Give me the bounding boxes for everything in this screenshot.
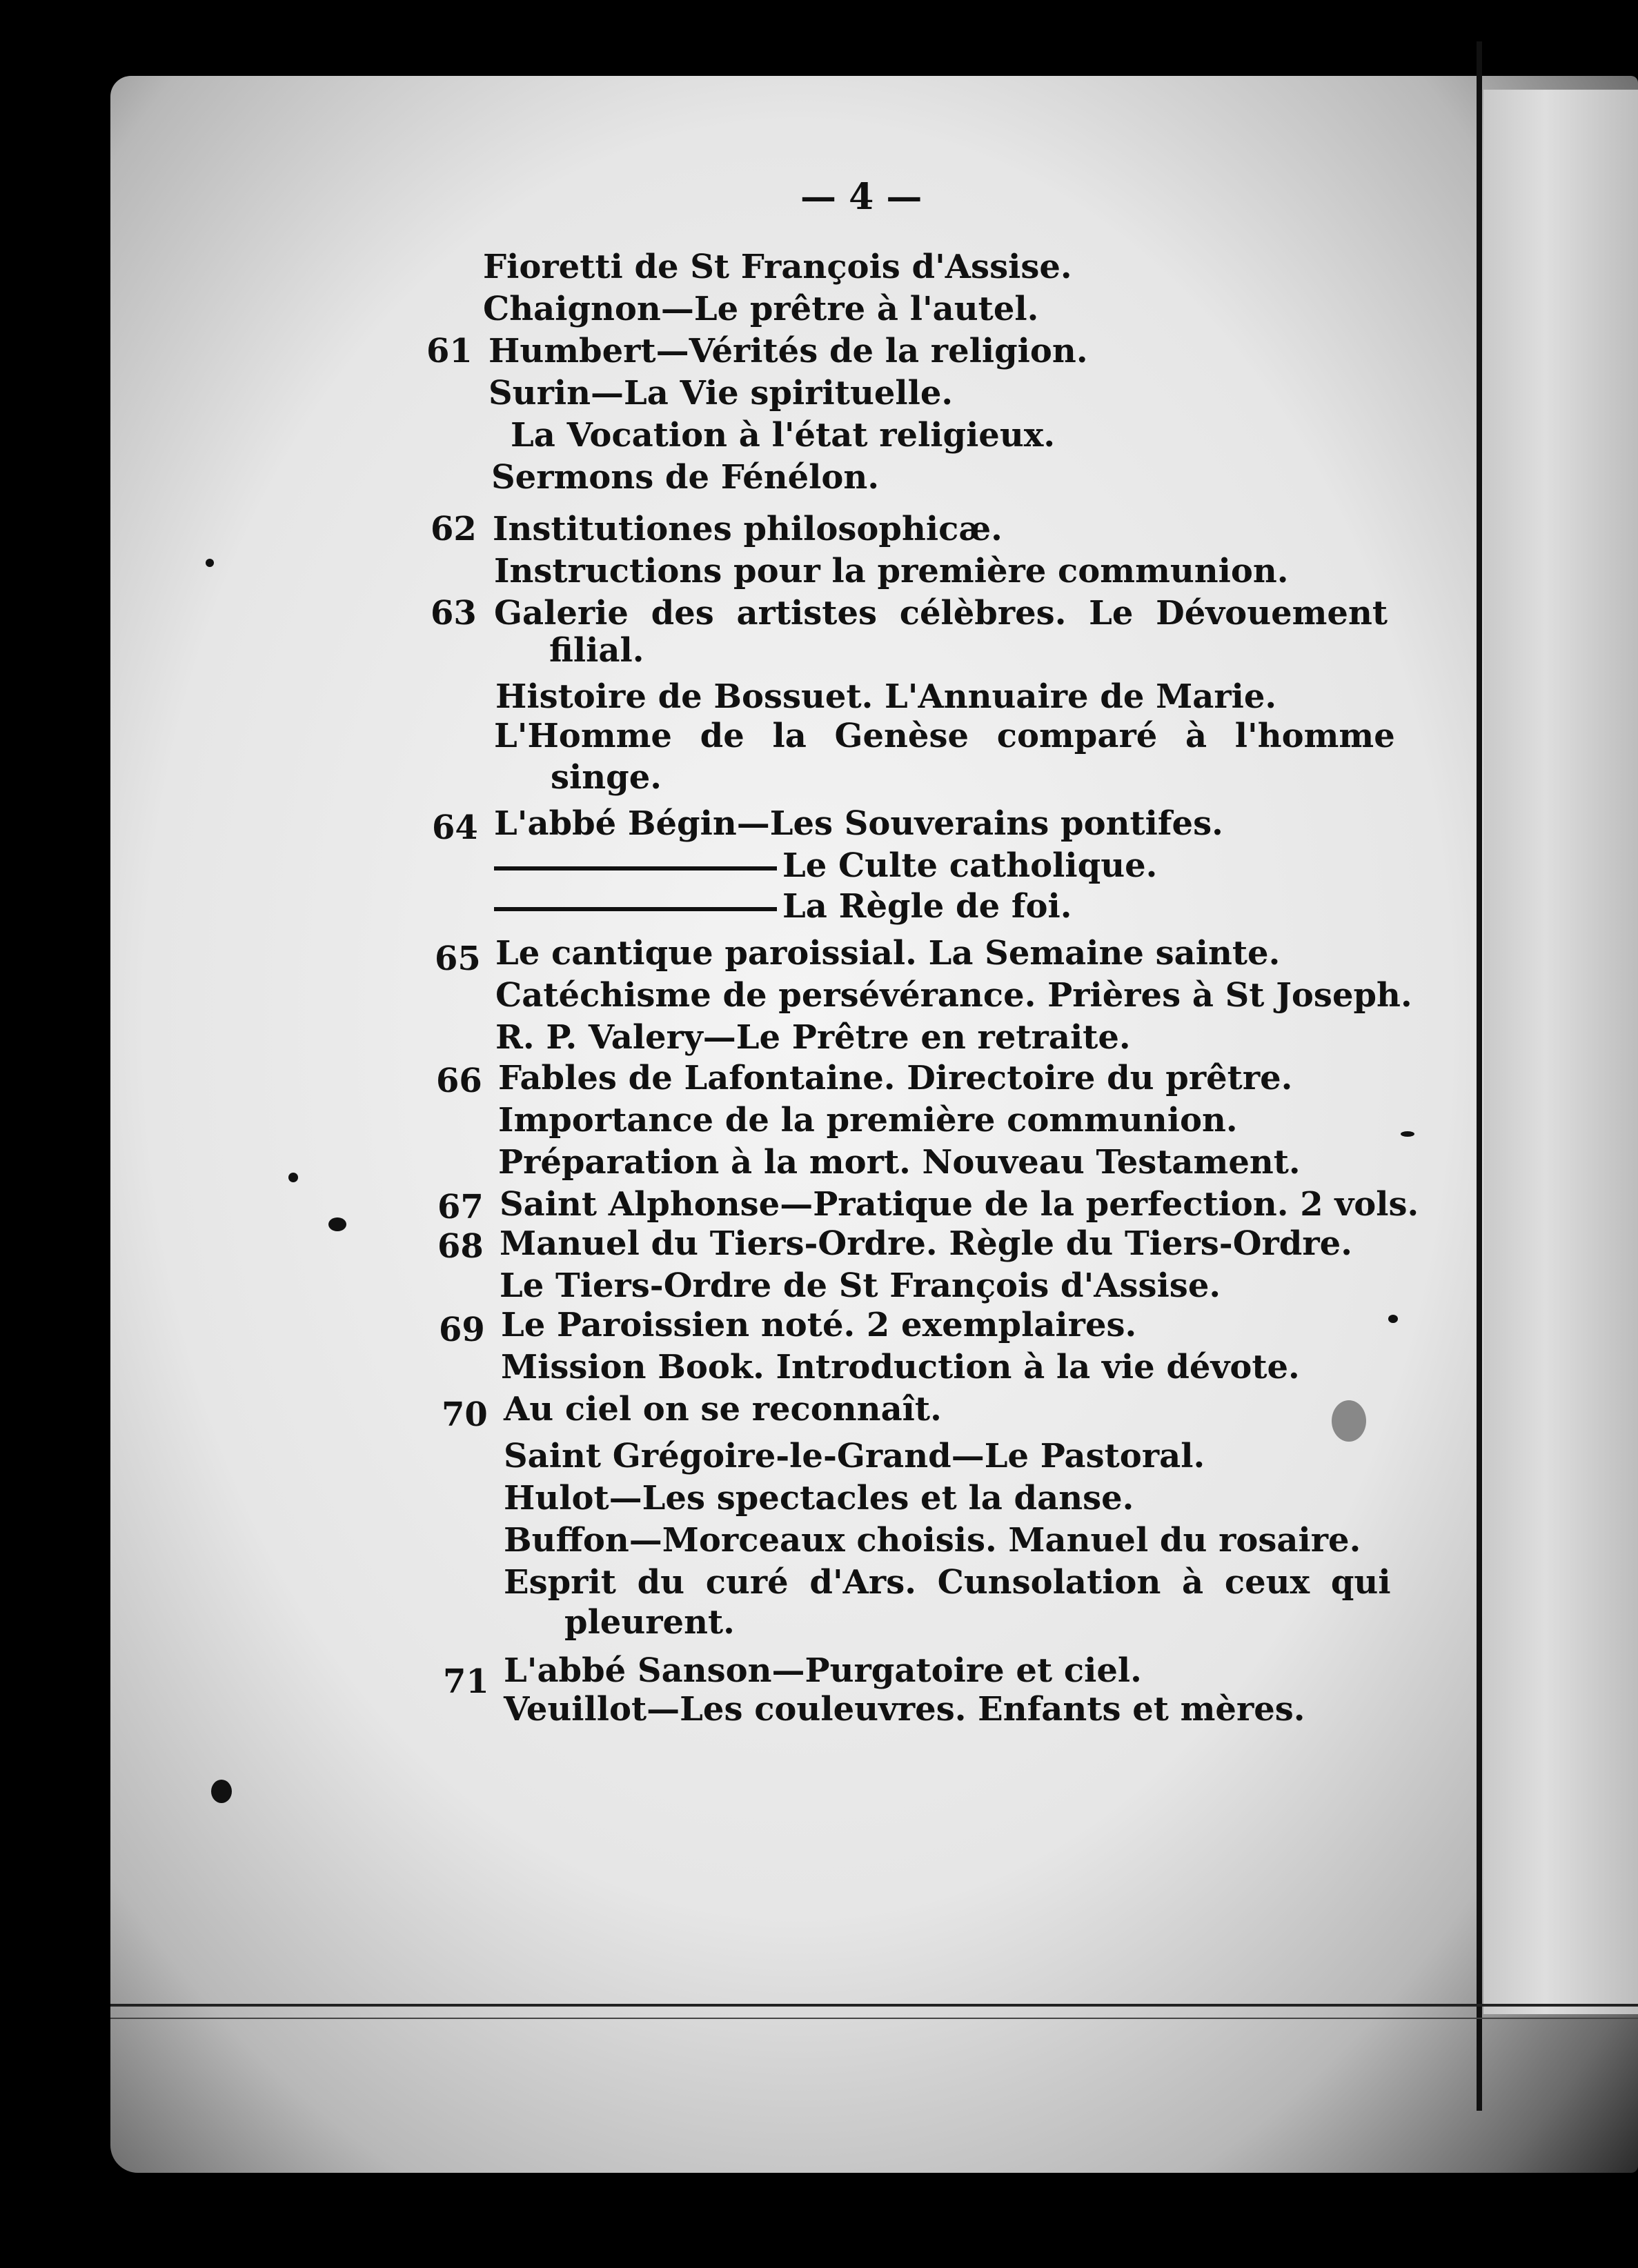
scan-smudge xyxy=(1332,1400,1366,1442)
entry-number: 67 xyxy=(437,1188,484,1226)
entry-number: 65 xyxy=(435,939,481,978)
entry-line: Sermons de Fénélon. xyxy=(491,458,880,497)
entry-number: 63 xyxy=(431,594,477,633)
entry-line: Galerie des artistes célèbres. Le Dévouement xyxy=(494,594,1388,633)
ditto-rule xyxy=(494,907,777,911)
entry-line: L'abbé Bégin—Les Souverains pontifes. xyxy=(494,804,1223,843)
entry-line: La Vocation à l'état religieux. xyxy=(511,416,1056,455)
entry-line: singe. xyxy=(551,758,662,797)
entry-line: Le cantique paroissial. La Semaine sainte. xyxy=(495,934,1281,973)
scan-speck xyxy=(288,1173,298,1182)
entry-line: Fables de Lafontaine. Directoire du prêtre. xyxy=(498,1059,1293,1097)
entry-number: 71 xyxy=(443,1662,489,1701)
ditto-rule xyxy=(494,866,777,871)
page-number: — 4 — xyxy=(800,176,922,218)
entry-line: L'abbé Sanson—Purgatoire et ciel. xyxy=(504,1651,1142,1690)
entry-line: Institutiones philosophicæ. xyxy=(493,510,1003,548)
entry-number: 64 xyxy=(432,808,478,847)
entry-line: Surin—La Vie spirituelle. xyxy=(489,374,954,412)
entry-line: Fioretti de St François d'Assise. xyxy=(483,248,1072,286)
adjacent-page-strip xyxy=(1483,90,1638,2014)
entry-number: 69 xyxy=(439,1311,485,1349)
entry-line: Instructions pour la première communion. xyxy=(494,552,1289,590)
entry-text: Le Culte catholique. xyxy=(782,846,1158,885)
entry-line: Importance de la première communion. xyxy=(498,1101,1238,1140)
entry-line: L'Homme de la Genèse comparé à l'homme xyxy=(494,717,1395,755)
entry-line: filial. xyxy=(549,631,644,670)
entry-number: 70 xyxy=(442,1395,488,1434)
entry-line: R. P. Valery—Le Prêtre en retraite. xyxy=(495,1018,1131,1057)
entry-line: Le Paroissien noté. 2 exemplaires. xyxy=(501,1306,1137,1344)
scan-speck xyxy=(328,1217,346,1231)
entry-line: Chaignon—Le prêtre à l'autel. xyxy=(483,290,1039,328)
entry-line: Buffon—Morceaux choisis. Manuel du rosaire. xyxy=(504,1521,1361,1560)
entry-line: Catéchisme de persévérance. Prières à St Joseph. xyxy=(495,976,1412,1015)
entry-line: Saint Alphonse—Pratique de la perfection. 2 vols. xyxy=(500,1185,1419,1224)
entry-line: pleurent. xyxy=(564,1603,735,1642)
entry-line xyxy=(494,886,1072,927)
entry-number: 68 xyxy=(437,1227,484,1266)
entry-number: 61 xyxy=(426,332,473,370)
entry-line: Manuel du Tiers-Ordre. Règle du Tiers-Ordre. xyxy=(500,1224,1352,1263)
entry-line: Au ciel on se reconnaît. xyxy=(504,1390,942,1429)
bottom-rule xyxy=(110,2004,1638,2007)
entry-line: Histoire de Bossuet. L'Annuaire de Marie. xyxy=(495,677,1277,716)
entry-number: 62 xyxy=(431,510,477,548)
entry-line: Saint Grégoire-le-Grand—Le Pastoral. xyxy=(504,1437,1205,1475)
bottom-rule-secondary xyxy=(110,2018,1638,2019)
entry-line: Hulot—Les spectacles et la danse. xyxy=(504,1479,1134,1518)
entry-number: 66 xyxy=(436,1062,482,1100)
scan-speck xyxy=(1388,1315,1398,1323)
scan-speck xyxy=(206,559,214,567)
entry-line xyxy=(494,845,1157,886)
scan-speck xyxy=(211,1780,232,1803)
entry-line: Veuillot—Les couleuvres. Enfants et mères. xyxy=(504,1690,1305,1729)
page-edge-line xyxy=(1477,41,1482,2111)
entry-line: Le Tiers-Ordre de St François d'Assise. xyxy=(500,1266,1221,1305)
entry-line: Préparation à la mort. Nouveau Testament. xyxy=(498,1143,1301,1182)
entry-text: La Règle de foi. xyxy=(782,887,1072,926)
entry-line: Humbert—Vérités de la religion. xyxy=(489,332,1088,370)
scan-speck xyxy=(1401,1131,1414,1137)
entry-line: Esprit du curé d'Ars. Cunsolation à ceux qui xyxy=(504,1563,1391,1602)
entry-line: Mission Book. Introduction à la vie dévote. xyxy=(501,1348,1300,1386)
